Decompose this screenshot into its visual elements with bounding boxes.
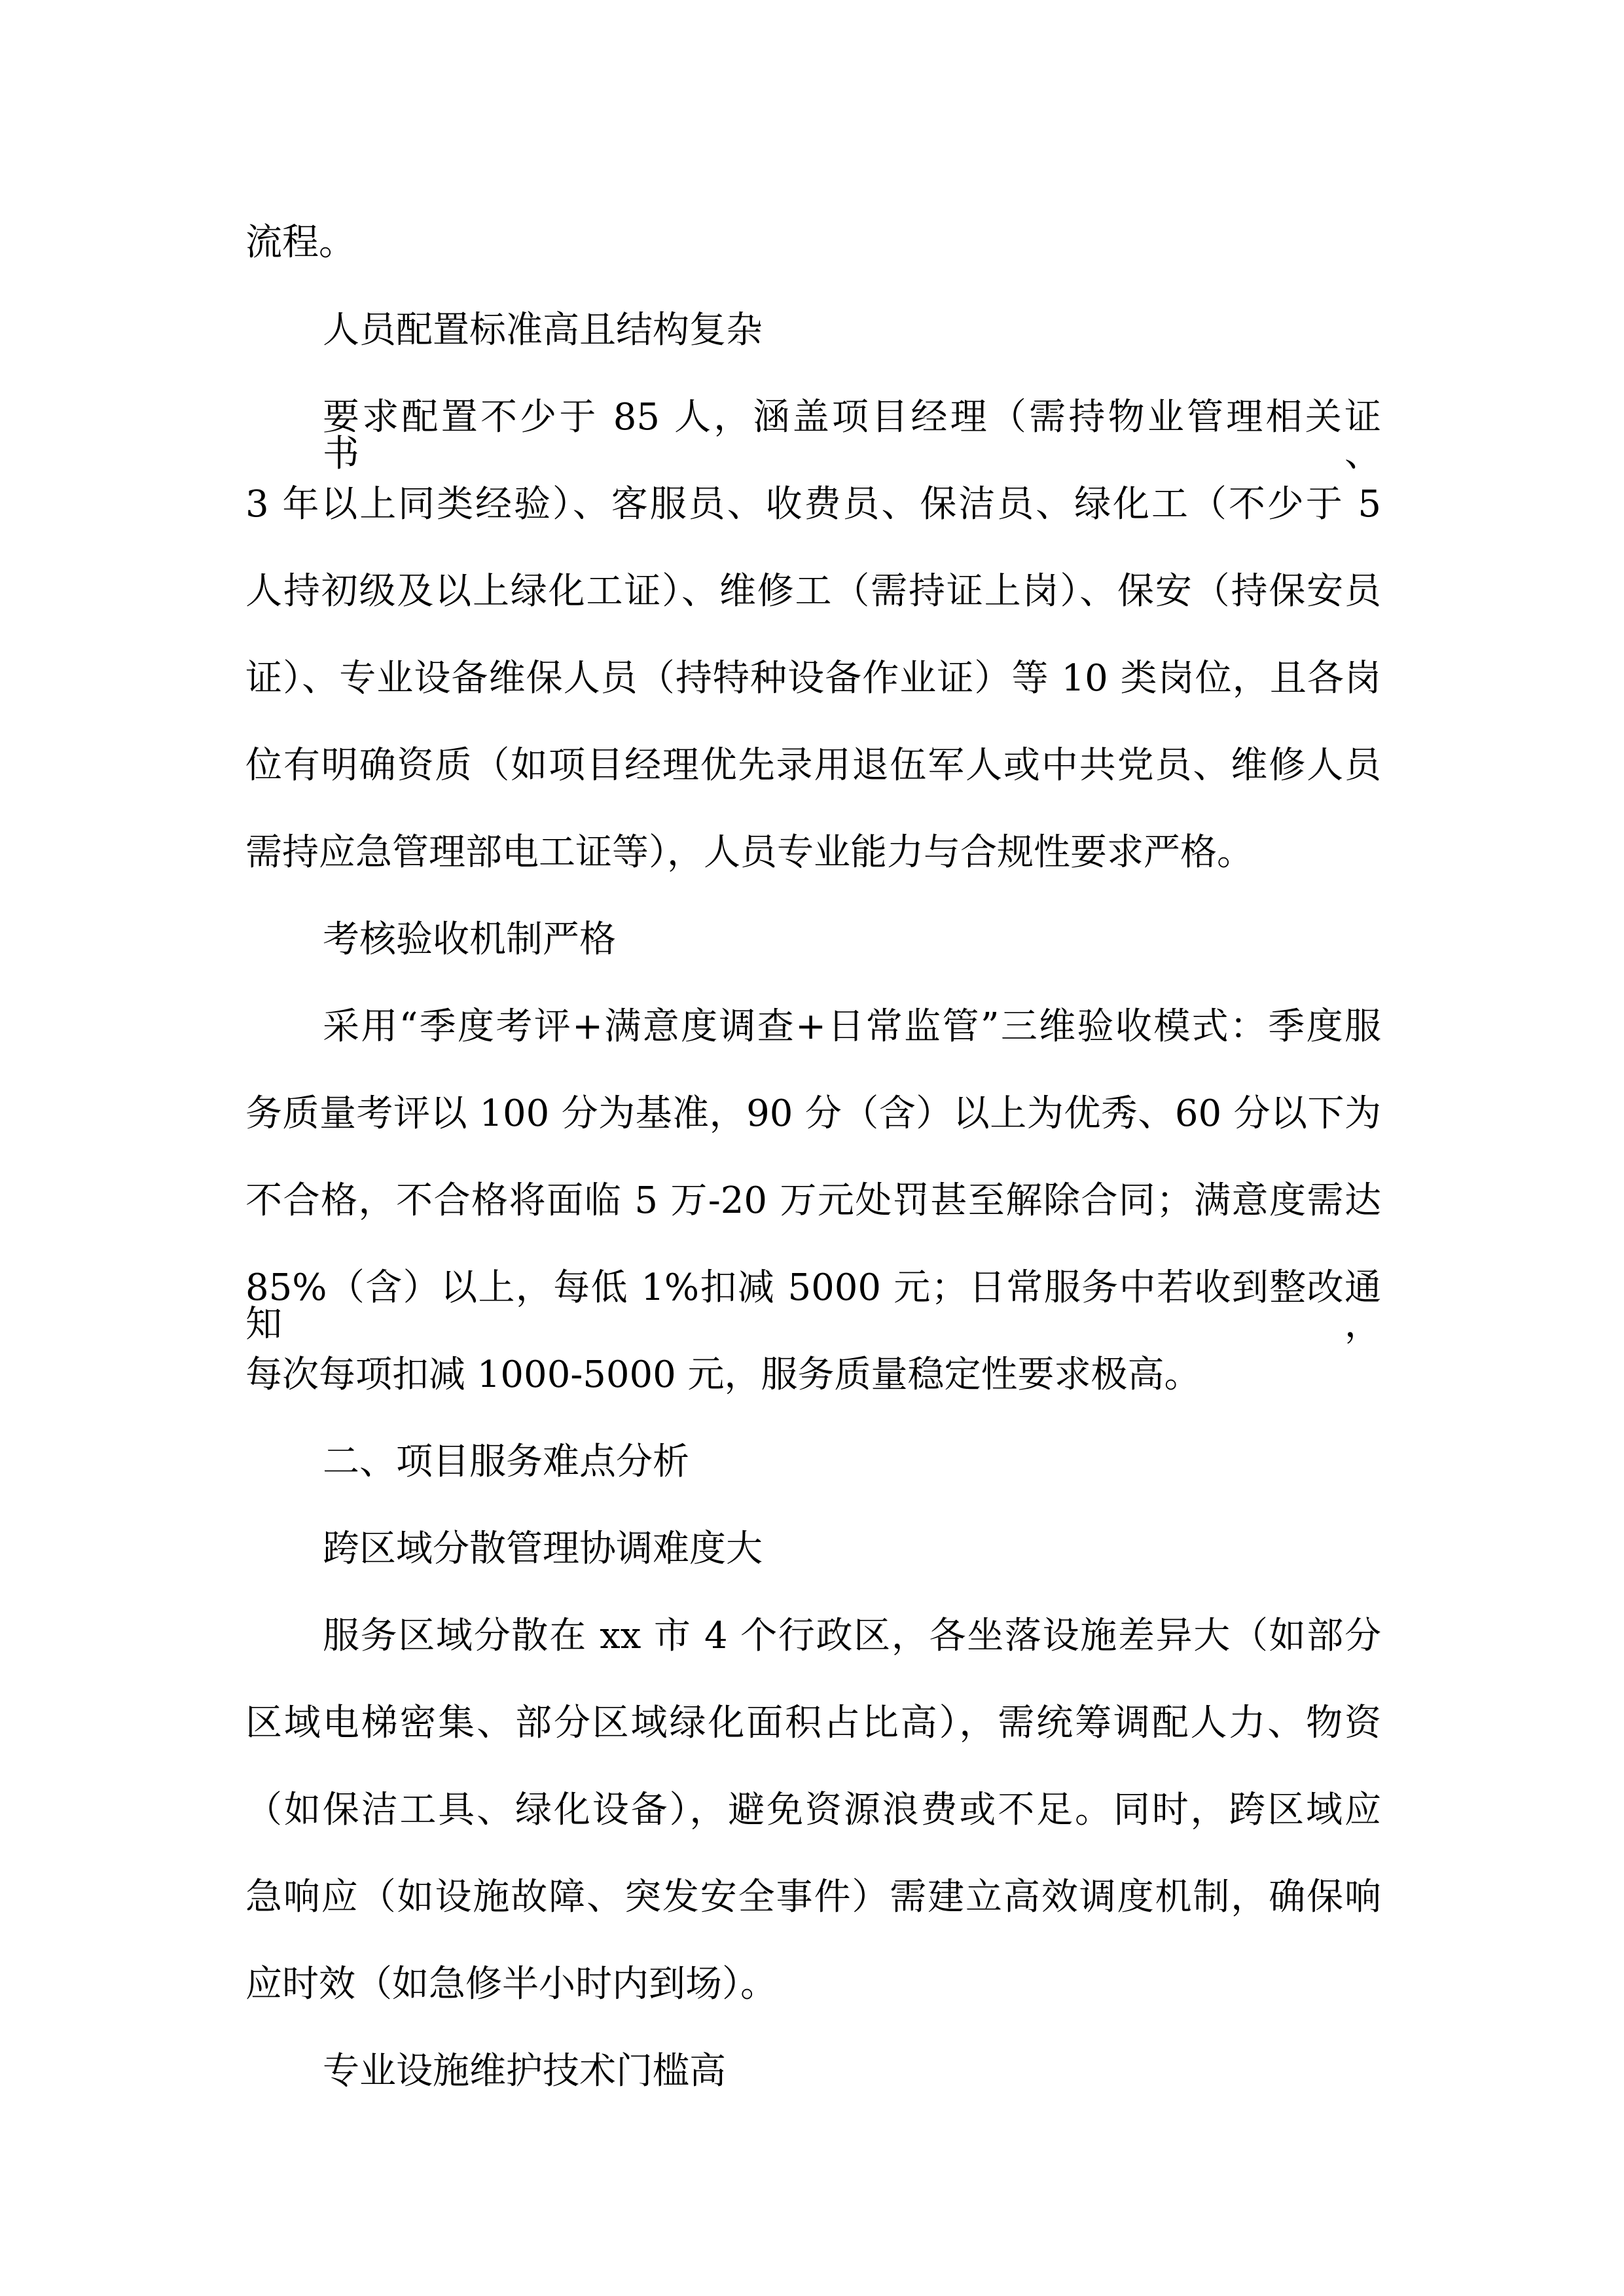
section-heading: 跨区域分散管理协调难度大 xyxy=(323,1528,763,1570)
body-text-line: 要求配置不少于 85 人，涵盖项目经理（需持物业管理相关证书、 xyxy=(323,396,1381,475)
body-text-line: 不合格，不合格将面临 5 万-20 万元处罚甚至解除合同；满意度需达 xyxy=(245,1179,1381,1222)
body-text-line: 每次每项扣减 1000-5000 元，服务质量稳定性要求极高。 xyxy=(245,1354,1201,1396)
body-text-line: 证）、专业设备维保人员（持特种设备作业证）等 10 类岗位，且各岗 xyxy=(245,657,1381,700)
body-text-line: 务质量考评以 100 分为基准，90 分（含）以上为优秀、60 分以下为 xyxy=(245,1092,1381,1135)
body-text-line: 85%（含）以上，每低 1%扣减 5000 元；日常服务中若收到整改通知， xyxy=(245,1266,1381,1346)
body-text-line: 服务区域分散在 xx 市 4 个行政区，各坐落设施差异大（如部分 xyxy=(323,1615,1381,1657)
body-text-line: 应时效（如急修半小时内到场）。 xyxy=(245,1963,777,2005)
body-text-line: 急响应（如设施故障、突发安全事件）需建立高效调度机制，确保响 xyxy=(245,1876,1381,1918)
chapter-heading: 二、项目服务难点分析 xyxy=(323,1441,689,1483)
body-text-line: 流程。 xyxy=(245,221,355,264)
section-heading: 考核验收机制严格 xyxy=(323,918,616,961)
body-text-line: 需持应急管理部电工证等），人员专业能力与合规性要求严格。 xyxy=(245,831,1254,874)
section-heading: 人员配置标准高且结构复杂 xyxy=(323,309,763,351)
body-text-line: （如保洁工具、绿化设备），避免资源浪费或不足。同时，跨区域应 xyxy=(245,1789,1381,1831)
body-text-line: 采用“季度考评+满意度调查+日常监管”三维验收模式：季度服 xyxy=(323,1005,1381,1048)
body-text-line: 区域电梯密集、部分区域绿化面积占比高），需统筹调配人力、物资 xyxy=(245,1702,1381,1744)
body-text-line: 人持初级及以上绿化工证）、维修工（需持证上岗）、保安（持保安员 xyxy=(245,570,1381,613)
body-text-line: 位有明确资质（如项目经理优先录用退伍军人或中共党员、维修人员 xyxy=(245,744,1381,787)
body-text-line: 3 年以上同类经验）、客服员、收费员、保洁员、绿化工（不少于 5 xyxy=(245,483,1381,526)
section-heading: 专业设施维护技术门槛高 xyxy=(323,2050,726,2092)
